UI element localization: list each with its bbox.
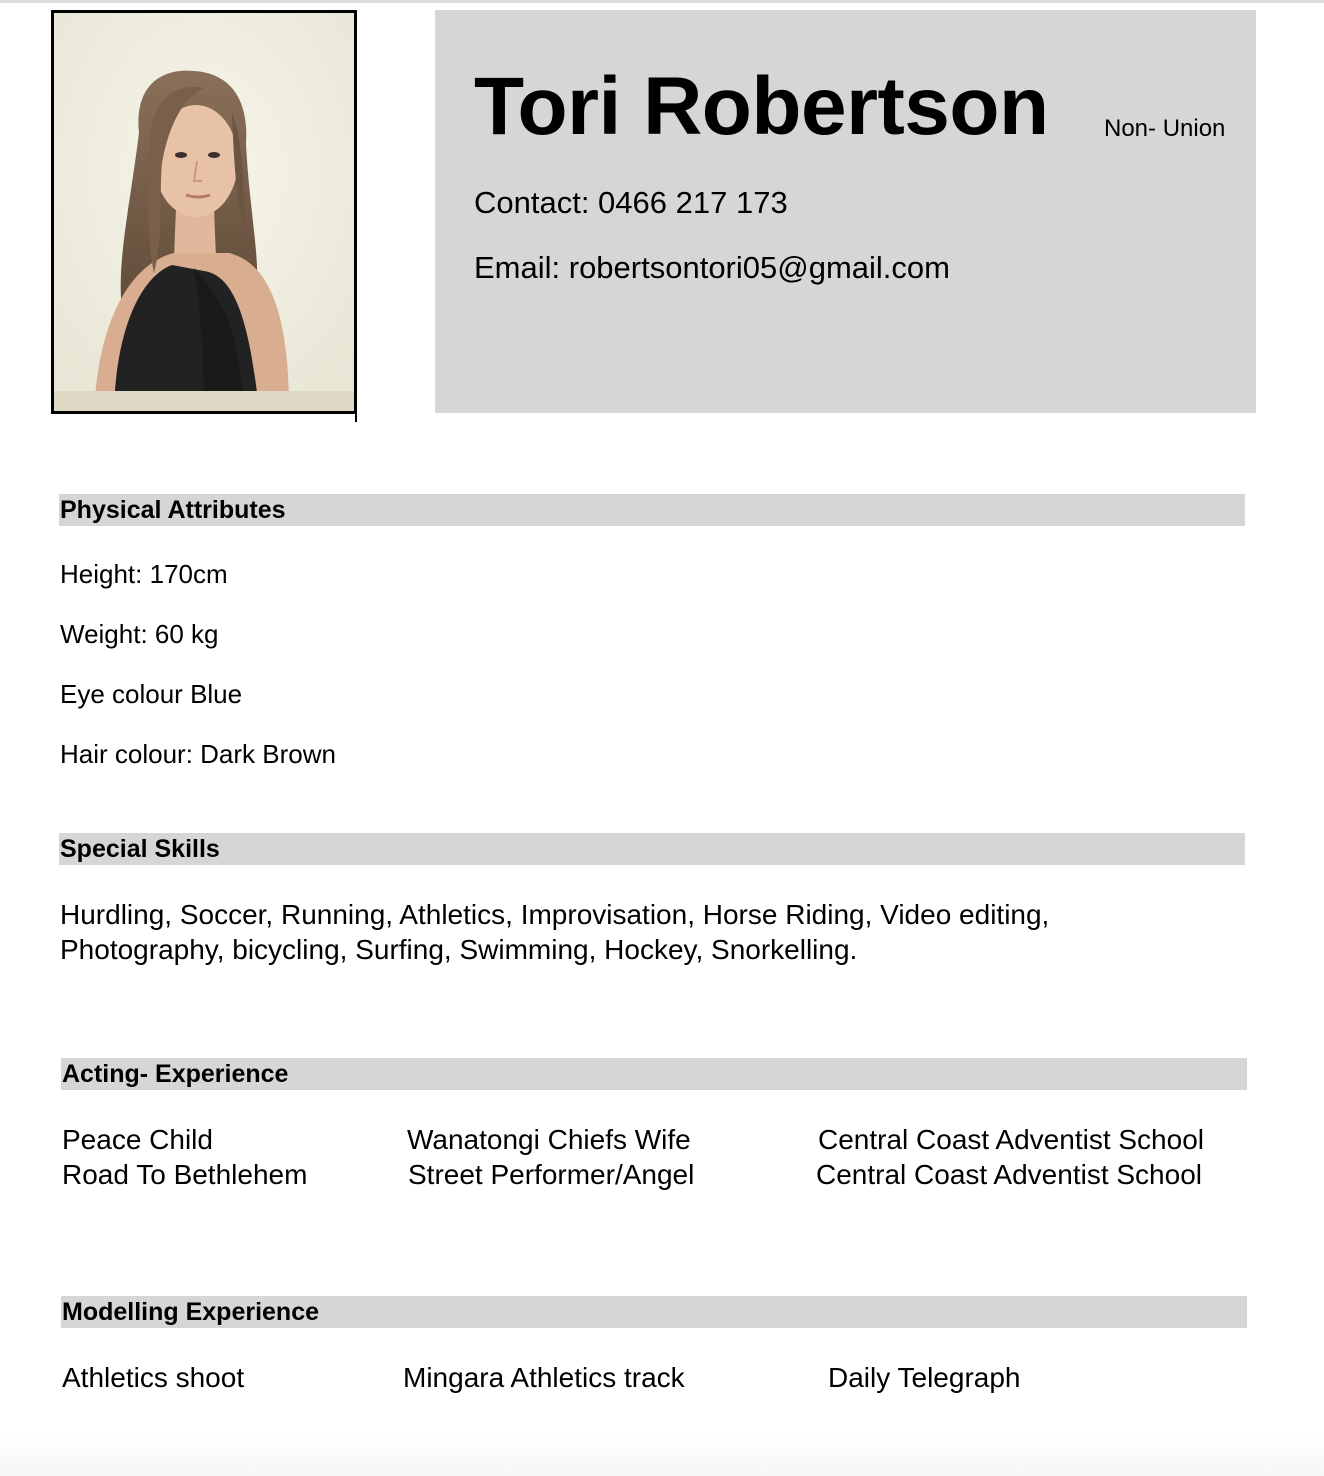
attribute-weight: Weight: 60 kg — [60, 619, 219, 649]
attribute-height: Height: 170cm — [60, 559, 228, 589]
attribute-hair-colour: Hair colour: Dark Brown — [60, 739, 336, 769]
actor-name: Tori Robertson — [474, 61, 1049, 152]
modelling-location: Mingara Athletics track — [403, 1362, 685, 1393]
attribute-eye-colour: Eye colour Blue — [60, 679, 243, 709]
section-header-acting — [61, 1058, 1247, 1090]
union-status: Non- Union — [1104, 115, 1226, 142]
modelling-client: Daily Telegraph — [828, 1362, 1021, 1393]
contact-email: Email: robertsontori05@gmail.com — [474, 250, 950, 285]
page-bottom-shade — [0, 1436, 1324, 1476]
section-title: Modelling Experience — [62, 1298, 320, 1326]
frame-edge — [355, 390, 357, 422]
section-header-physical — [59, 494, 1245, 526]
acting-role: Wanatongi Chiefs Wife — [407, 1124, 691, 1155]
acting-company: Central Coast Adventist School — [818, 1124, 1204, 1155]
headshot-photo — [51, 10, 357, 414]
section-title: Acting- Experience — [62, 1060, 289, 1088]
acting-company: Central Coast Adventist School — [816, 1159, 1202, 1190]
section-header-modelling — [61, 1296, 1247, 1328]
section-title: Physical Attributes — [60, 496, 286, 524]
acting-production: Peace Child — [62, 1124, 213, 1155]
top-border — [0, 0, 1324, 3]
acting-role: Street Performer/Angel — [408, 1159, 695, 1190]
section-title: Special Skills — [60, 835, 220, 863]
section-header-skills — [59, 833, 1245, 865]
skills-line: Hurdling, Soccer, Running, Athletics, Improvisation, Horse Riding, Video editing, — [60, 899, 1050, 930]
skills-line: Photography, bicycling, Surfing, Swimming, Hockey, Snorkelling. — [60, 934, 858, 965]
contact-phone: Contact: 0466 217 173 — [474, 185, 788, 220]
modelling-job: Athletics shoot — [62, 1362, 245, 1393]
acting-production: Road To Bethlehem — [62, 1159, 308, 1190]
